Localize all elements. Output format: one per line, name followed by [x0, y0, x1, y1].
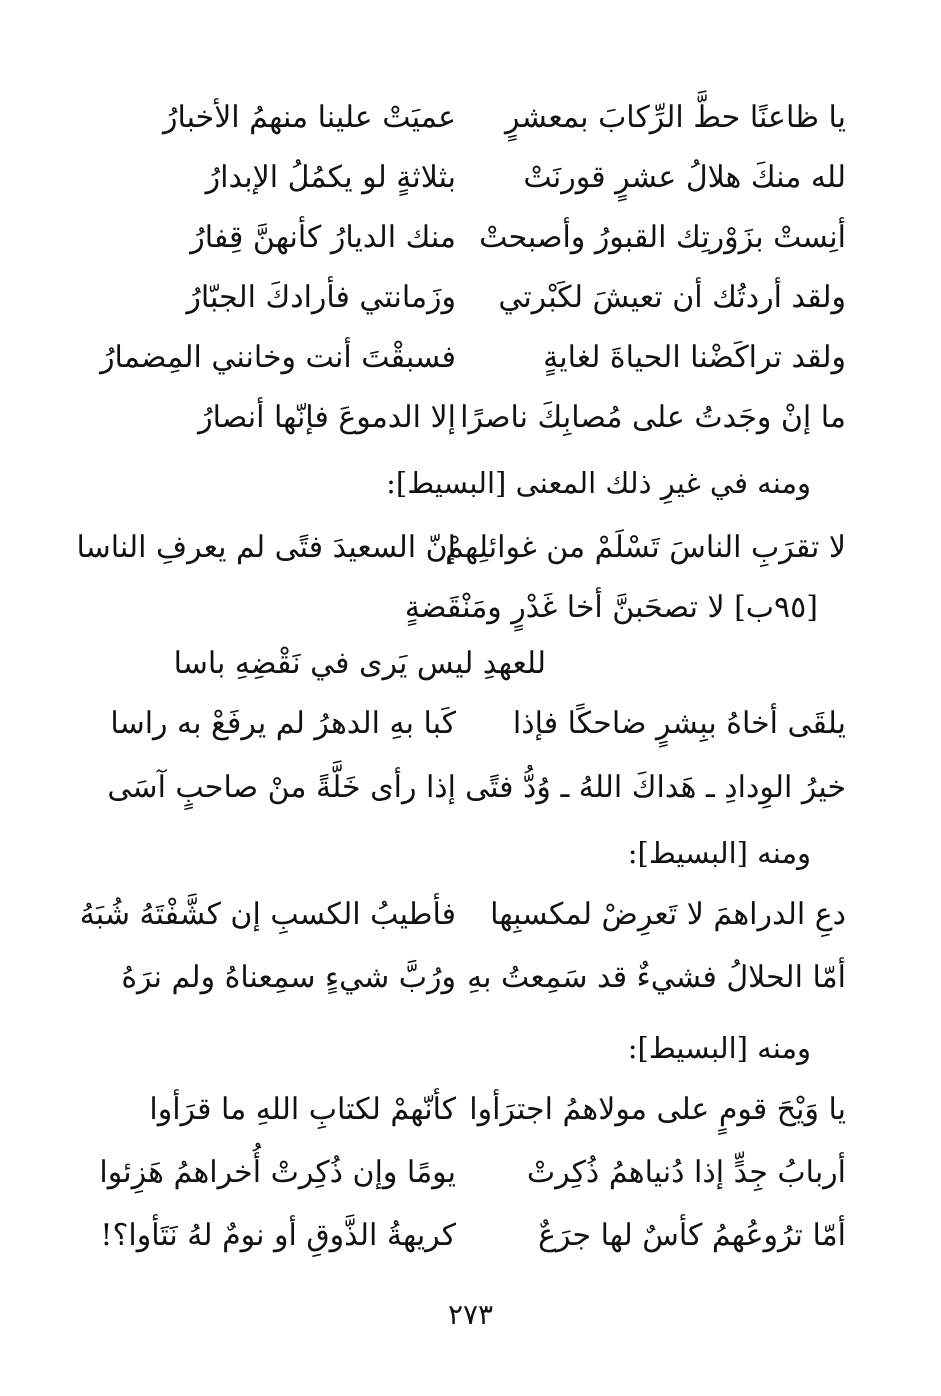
- verse-line-split: [0, 634, 941, 694]
- verse-first-hemistich: خيرُ الوِدادِ ـ هَداكَ اللهُ ـ وُدُّ فتًى: [465, 770, 846, 805]
- section-intro-text: ومنه في غيرِ ذلك المعنى [البسيط]:: [386, 466, 811, 500]
- verse-first-hemistich: أمّا الحلالُ فشيءٌ قد سَمِعتُ بهِ: [467, 960, 846, 995]
- section-intro: [0, 453, 941, 513]
- verse-line: [0, 268, 941, 328]
- verse-first-hemistich: لا تقرَبِ الناسَ تَسْلَمْ من غوائلِهمْ: [445, 530, 846, 565]
- verse-first-hemistich: أنِستْ بزَوْرتِك القبورُ وأصبحتْ: [479, 220, 846, 255]
- verse-second-hemistich: فأطيبُ الكسبِ إن كشَّفْتَهُ شُبَهُ: [79, 897, 456, 932]
- section-intro-text: ومنه [البسيط]:: [627, 1031, 811, 1065]
- verse-second-hemistich: إذا رأى خَلَّةً منْ صاحبٍ آسَى: [107, 770, 456, 805]
- verse-line: [0, 948, 941, 1008]
- verse-first-hemistich: دعِ الدراهمَ لا تَعرِضْ لمكسبِها: [490, 897, 846, 932]
- verse-line: [0, 328, 941, 388]
- verse-first-hemistich: أربابُ جِدٍّ إذا دُنياهمُ ذُكِرتْ: [526, 1155, 846, 1190]
- verse-first-hemistich: ولقد تراكَضْنا الحياةَ لغايةٍ: [543, 340, 846, 375]
- verse-second-hemistich: وزَمانتي فأرادكَ الجبّارُ: [186, 280, 456, 315]
- verse-second-hemistich: يومًا وإن ذُكِرتْ أُخراهمُ هَزِئوا: [99, 1155, 456, 1190]
- verse-first-hemistich: يلقَى أخاهُ ببِشرٍ ضاحكًا فإذا: [512, 706, 846, 741]
- verse-line: [0, 208, 941, 268]
- verse-second-hemistich: عميَتْ علينا منهمُ الأخبارُ: [162, 100, 456, 135]
- verse-line: [0, 694, 941, 754]
- verse-second-hemistich: فسبقْتَ أنت وخانني المِضمارُ: [100, 340, 456, 375]
- verse-line: [0, 1206, 941, 1266]
- verse-line: [0, 1080, 941, 1140]
- verse-line: [0, 885, 941, 945]
- verse-first-hemistich: يا وَيْحَ قومٍ على مولاهمُ اجترَأوا: [469, 1092, 846, 1127]
- verse-second-hemistich: كَبا بهِ الدهرُ لم يرفَعْ به راسا: [110, 706, 456, 741]
- verse-first-hemistich: لله منكَ هلالُ عشرٍ قورنَتْ: [523, 160, 846, 195]
- verse-split-second-part: للعهدِ ليس يَرى في نَقْضِهِ باسا: [173, 646, 546, 681]
- verse-line-split: [0, 578, 941, 638]
- verse-split-first-part: [٩٥ب] لا تصحَبنَّ أخا غَدْرٍ ومَنْقَضةٍ: [404, 590, 818, 625]
- verse-first-hemistich: ما إنْ وجَدتُ على مُصابِكَ ناصرًا: [460, 400, 846, 435]
- verse-line: [0, 388, 941, 448]
- page-number: ٢٧٣: [447, 1298, 494, 1331]
- verse-first-hemistich: يا ظاعنًا حطَّ الرِّكابَ بمعشرٍ: [505, 100, 846, 135]
- verse-second-hemistich: منك الديارُ كأنهنَّ قِفارُ: [190, 220, 456, 255]
- verse-second-hemistich: إلا الدموعَ فإنّها أنصارُ: [198, 400, 456, 435]
- verse-first-hemistich: ولقد أردتُك أن تعيشَ لكَبْرتي: [498, 280, 846, 315]
- verse-second-hemistich: إنّ السعيدَ فتًى لم يعرفِ الناسا: [76, 530, 456, 565]
- verse-line: [0, 758, 941, 818]
- verse-line: [0, 1143, 941, 1203]
- verse-line: [0, 88, 941, 148]
- verse-first-hemistich: أمّا ترُوعُهمُ كأسٌ لها جرَعٌ: [538, 1218, 846, 1253]
- section-intro: [0, 823, 941, 883]
- verse-second-hemistich: كريهةُ الذَّوقِ أو نومٌ لهُ نَتَأوا؟!: [100, 1218, 456, 1253]
- section-intro-text: ومنه [البسيط]:: [627, 836, 811, 870]
- verse-second-hemistich: كأنّهمْ لكتابِ اللهِ ما قرَأوا: [149, 1092, 456, 1127]
- section-intro: [0, 1018, 941, 1078]
- verse-second-hemistich: بثلاثةٍ لو يكمُلُ الإبدارُ: [205, 160, 456, 195]
- verse-line: [0, 518, 941, 578]
- verse-line: [0, 148, 941, 208]
- verse-second-hemistich: ورُبَّ شيءٍ سمِعناهُ ولم نرَهُ: [121, 960, 456, 995]
